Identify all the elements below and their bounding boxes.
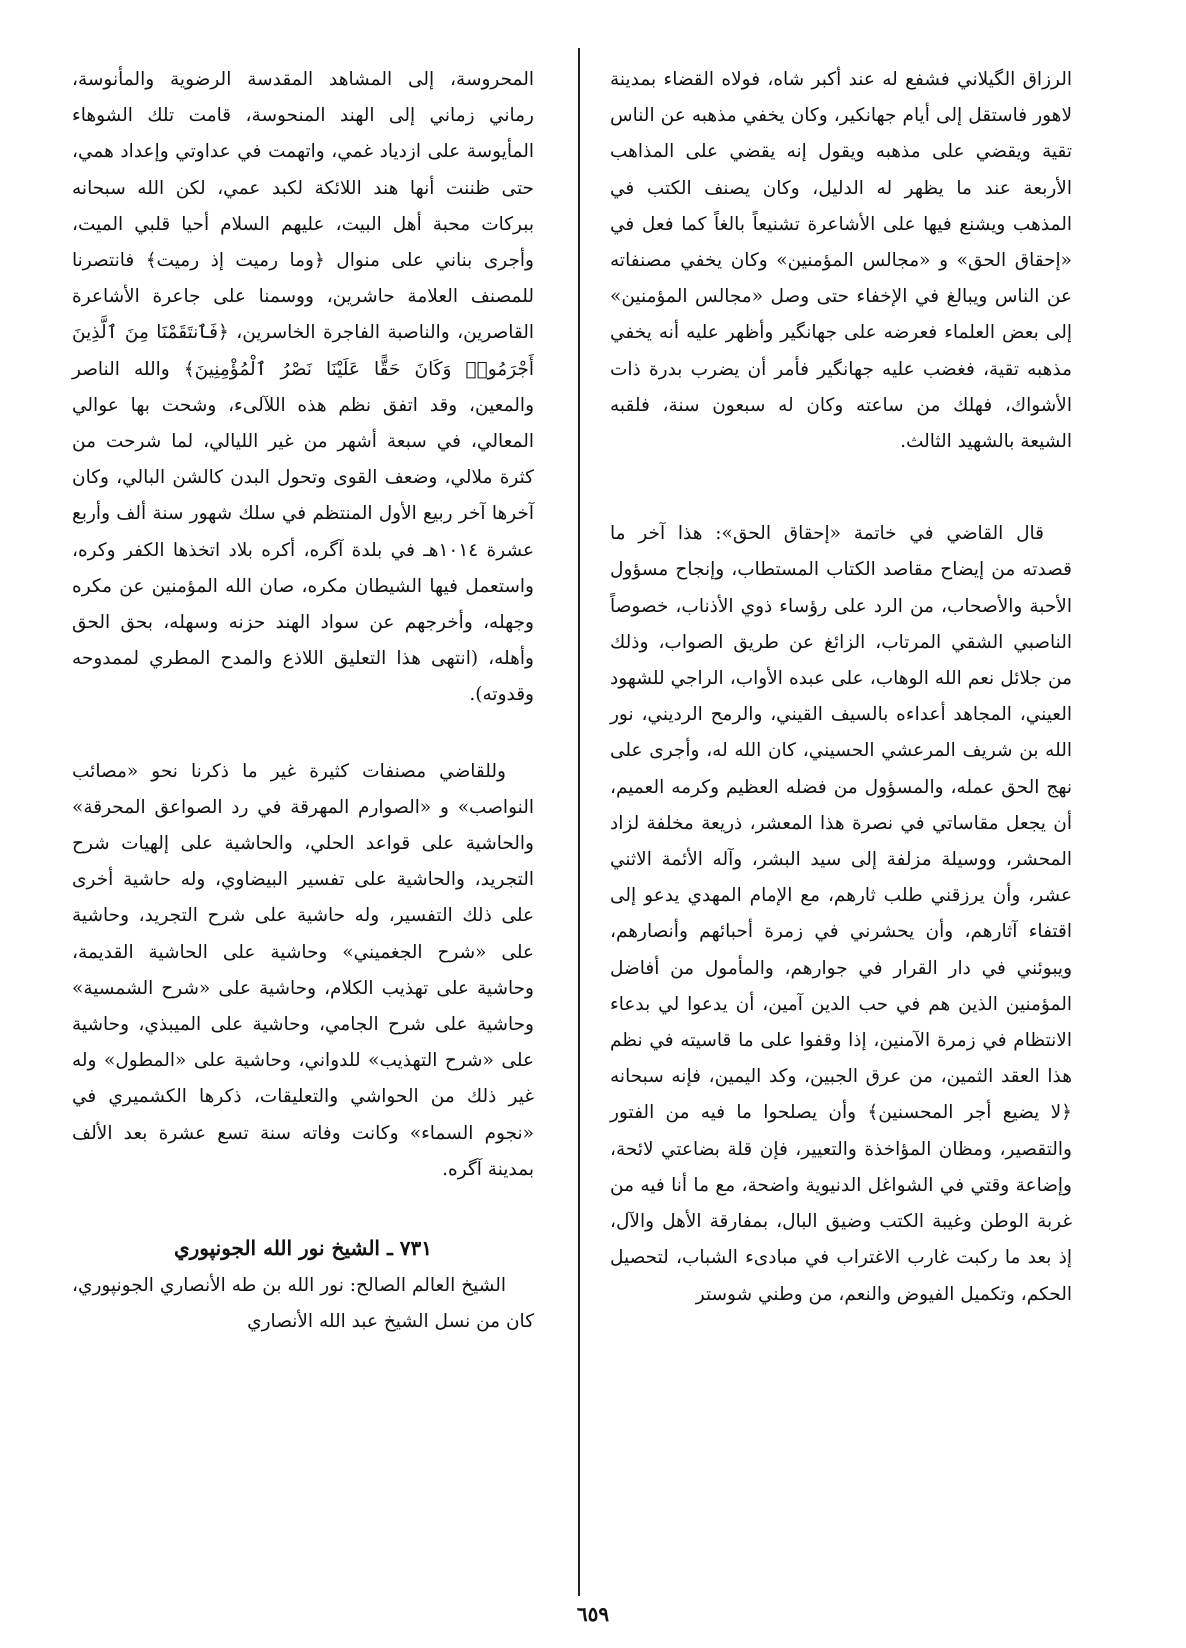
paragraph-spacer	[610, 460, 1072, 516]
left-paragraph-new-entry: الشيخ العالم الصالح: نور الله بن طه الأنصاري الجونپوري، كان من نسل الشيخ عبد الله الأنصاري	[72, 1275, 534, 1333]
left-column	[72, 62, 534, 1341]
entry-heading: ٧٣١ ـ الشيخ نور الله الجونپوري	[173, 1236, 433, 1261]
paragraph-spacer	[72, 714, 534, 754]
right-paragraph-ihqaq-closing: قال القاضي في خاتمة «إحقاق الحق»: هذا آخر ما قصدته من إيضاح مقاصد الكتاب المستطاب، وإنجاح مسؤول الأحبة والأصحاب، من الرد على رؤساء ذوي الأذناب، خصوصاً الناصبي الشقي المرتاب، الزائغ عن طريق الصواب، وذلك من جلائل نعم الله الوهاب، على عبده الأواب، الراجي للشهود العيني، المجاهد أعداءه بالسيف القيني، والرمح الرديني، نور الله بن شريف المرعشي الحسيني، كان الله له، وأجرى على نهج الحق عمله، والمسؤول من فضله العظيم وكرمه العميم، أن يجعل مقاساتي في نصرة هذا المعشر، ذريعة مخلفة لزاد المحشر، ووسيلة مزلفة إلى سيد البشر، وآله الأئمة الاثني عشر، وأن يرزقني طلب ثارهم، مع الإمام المهدي يدعو إلى اقتفاء آثارهم، وأن يحشرني في زمرة أحبائهم وأنصارهم، ويبوئني في دار القرار في جوارهم، والمأمول من أفاضل المؤمنين الذين هم في حب الدين آمين، أن يدعوا لي بدعاء الانتظام في زمرة الآمنين، إذا وقفوا على ما قاسيته في نظم هذا العقد الثمين، من عرق الجبين، وكد اليمين، فإنه سبحانه ﴿لا يضيع أجر المحسنين﴾ وأن يصلحوا ما فيه من الفتور والتقصير، ومظان المؤاخذة والتعيير، فإن قلة بضاعتي لائحة، وإضاعة وقتي في الشواغل الدنيوية واضحة، مع ما أنا فيه من غربة الوطن وغيبة الكتب وضيق البال، بمفارقة الأهل والآل، إذ بعد ما ركبت غارب الاغتراب في مبادىء الشباب، لتحصيل الحكم، وتكميل الفيوض والنعم، من وطني شوستر	[610, 523, 1072, 1305]
right-column	[610, 62, 1072, 1313]
right-paragraph-biography: الرزاق الگيلاني فشفع له عند أكبر شاه، فولاه القضاء بمدينة لاهور فاستقل إلى أيام جهانكير، وكان يخفي مذهبه عن الناس تقية ويقضي على مذهبه ويقول إنه يقضي على المذاهب الأربعة عند ما يظهر له الدليل، وكان يصنف الكتب في المذهب ويشنع فيها على الأشاعرة تشنيعاً بالغاً كما فعل في «إحقاق الحق» و «مجالس المؤمنين» وكان يخفي مصنفاته عن الناس ويبالغ في الإخفاء حتى وصل «مجالس المؤمنين» إلى بعض العلماء فعرضه على جهانگير وأظهر عليه أنه يخفي مذهبه تقية، فغضب عليه جهانگير فأمر أن يضرب بدرة ذات الأشواك، فهلك من ساعته وكان له سبعون سنة، فلقبه الشيعة بالشهيد الثالث.	[610, 69, 1072, 453]
page-number: ٦٥٩	[576, 1602, 610, 1626]
left-paragraph-works: وللقاضي مصنفات كثيرة غير ما ذكرنا نحو «مصائب النواصب» و «الصوارم المهرقة في رد الصواعق المحرقة» والحاشية على قواعد الحلي، والحاشية على إلهيات شرح التجريد، والحاشية على تفسير البيضاوي، وله حاشية أخرى على ذلك التفسير، وله حاشية على شرح التجريد، وحاشية على «شرح الجغميني» وحاشية على الحاشية القديمة، وحاشية على تهذيب الكلام، وحاشية على «شرح الشمسية» وحاشية على شرح الجامي، وحاشية على الميبذي، وحاشية على «شرح التهذيب» للدواني، وحاشية على «المطول» وله غير ذلك من الحواشي والتعليقات، ذكرها الكشميري في «نجوم السماء» وكانت وفاته سنة تسع عشرة بعد الألف بمدينة آگره.	[72, 760, 534, 1180]
paragraph-spacer	[72, 1188, 534, 1228]
left-paragraph-continuation: المحروسة، إلى المشاهد المقدسة الرضوية والمأنوسة، رماني زماني إلى الهند المنحوسة، قامت تلك الشوهاء المأيوسة على ازدياد غمي، واتهمت في عداوتي وإعداد همي، حتى ظننت أنها هند اللائكة لكبد عمي، لكن الله سبحانه ببركات محبة أهل البيت، عليهم السلام أحيا قلبي الميت، وأجرى بناني على منوال ﴿وما رميت إذ رميت﴾ فانتصرنا للمصنف العلامة حاشرين، ووسمنا على جاعرة الأشاعرة القاصرين، والناصبة الفاجرة الخاسرين، ﴿فَٱنتَقَمْنَا مِنَ ٱلَّذِينَ أَجْرَمُوا۟ وَكَانَ حَقًّا عَلَيْنَا نَصْرُ ٱلْمُؤْمِنِينَ﴾ والله الناصر والمعين، وقد اتفق نظم هذه اللآلىء، وشحت بها عوالي المعالي، في سبعة أشهر من غير الليالي، لما شرحت من كثرة ملالي، وضعف القوى وتحول البدن كالشن البالي، وكان آخرها آخر ربيع الأول المنتظم في سلك شهور سنة ألف وأربع عشرة ١٠١٤هـ في بلدة آگره، أكره بلاد اتخذها الكفر وكره، واستعمل فيها الشيطان مكره، صان الله المؤمنين عن مكره وجهله، وأخرجهم عن سواد الهند حزنه وسهله، بحق الحق وأهله، (انتهى هذا التعليق اللاذع والمدح المطري لممدوحه وقدوته).	[72, 69, 534, 706]
column-divider	[578, 48, 580, 1596]
